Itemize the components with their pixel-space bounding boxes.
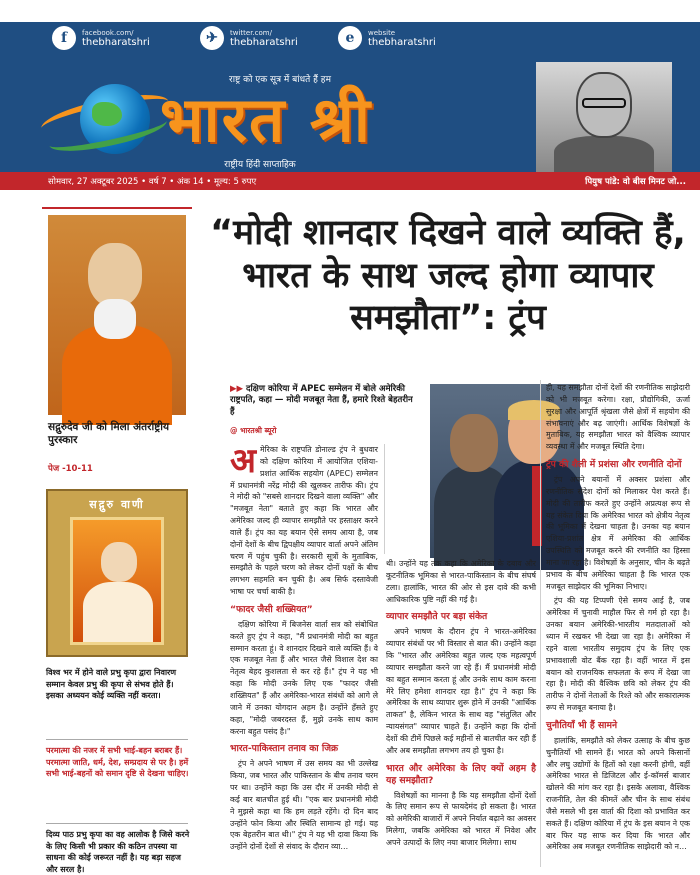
facebook-handle: thebharatshri	[82, 36, 150, 48]
column-divider	[384, 444, 385, 554]
twitter-link[interactable]	[200, 26, 298, 50]
website-link[interactable]	[338, 26, 436, 50]
subhead-style: ट्रंप की शैली में प्रशंसा और रणनीति दोनों	[546, 459, 682, 471]
issue-date: सोमवार, 27 अक्टूबर 2025	[48, 176, 139, 187]
sadguru-vani-box	[46, 489, 188, 657]
paragraph: दक्षिण कोरिया में बिजनेस वार्ता सत्र को संबोधित करते हुए ट्रंप ने कहा, "मैं प्रधानमंत्री मोदी का बहुत सम्मान करता हूं। वे शानदार दिखने वाले व्यक्ति हैं। वे एक मजबूत नेता हैं और भारत जैसे विशाल देश का नेतृत्व बेहद कुशलता से कर रहे हैं।" ट्रंप ने यह भी कहा कि मोदी उनके लिए एक "फादर जैसी शख्सियत" हैं और अमेरिका-भारत संबंधों को आगे ले जाने में उनका योगदान अहम है। उन्होंने हँसते हुए कहा, "मोदी जबरदस्त हैं, मुझे उनके साथ काम करना बहुत पसंद है।"	[230, 619, 378, 736]
twitter-icon: ✈	[200, 26, 224, 50]
vani-quote-1: विश्व भर में होने वाले प्रभु कृपा द्वारा निवारण सम्मान केवल प्रभु की कृपा से संभव होते हैं। इसका अध्ययन कोई व्यक्ति नहीं करता।	[46, 668, 177, 701]
subhead-pakistan: भारत-पाकिस्तान तनाव का जिक्र	[230, 743, 339, 755]
paragraph: मेरिका के राष्ट्रपति डोनाल्ड ट्रंप ने बुधवार को दक्षिण कोरिया में आयोजित एशिया-प्रशांत आर्थिक सहयोग (APEC) सम्मेलन में प्रधानमंत्री नरेंद्र मोदी की खुलकर तारीफ की। ट्रंप ने मोदी को "सबसे शानदार दिखने वाला व्यक्ति" और "मजबूत नेता" बताते हुए कहा कि भारत और अमेरिका जल्द ही व्यापार समझौते पर हस्ताक्षर करने वाले हैं। ट्रंप का यह बयान ऐसे समय आया है, जब दोनों देशों के बीच द्विपक्षीय व्यापार वार्ता अपने अंतिम चरण में पहुंच चुकी है। सरकारी सूत्रों के मुताबिक, समझौते के पहले चरण को लेकर दोनों पक्षों के बीच लगभग सहमति बन चुकी है। अब सिर्फ दस्तावेजी भाषा पर चर्चा बाकी है।	[230, 445, 378, 597]
column-divider	[540, 380, 541, 867]
article-column-2	[386, 558, 536, 852]
paragraph: ट्रंप अपने बयानों में अक्सर प्रशंसा और रणनीतिक संदेश दोनों को मिलाकर पेश करते हैं। मोदी की तारीफ करते हुए उन्होंने अप्रत्यक्ष रूप से यह संकेत दिया कि अमेरिका भारत को क्षेत्रीय नेतृत्व की भूमिका में देखना चाहता है। उनका यह बयान एशिया-प्रशांत क्षेत्र में अमेरिका की आर्थिक उपस्थिति को मजबूत करने की रणनीति का हिस्सा माना जा रहा है। विशेषज्ञों के अनुसार, चीन के बढ़ते प्रभाव के बीच अमेरिका चाहता है कि भारत एक मजबूत साझेदार की भूमिका निभाए।	[546, 475, 690, 591]
website-handle: thebharatshri	[368, 36, 436, 48]
sidebar-divider	[46, 823, 188, 824]
paragraph: अपने भाषण के दौरान ट्रंप ने भारत-अमेरिका व्यापार संबंधों पर भी विस्तार से बात की। उन्होंने कहा कि "भारत और अमेरिका बहुत जल्द एक महत्वपूर्ण व्यापार समझौता करने जा रहे हैं। मैं प्रधानमंत्री मोदी का बहुत सम्मान करता हूं और उनके साथ काम करना मेरे लिए हमेशा शानदार रहा है।" ट्रंप ने कहा कि अमेरिका के साथ व्यापार शुरू होने में उनकी "आर्थिक ताकत" है, लेकिन भारत के साथ वह "संतुलित और न्यायसंगत" व्यापार चाहते हैं। उन्होंने कहा कि दोनों देशों की टीमें पिछले कई महीनों से बातचीत कर रही हैं और अब समझौता लगभग तय हो चुका है।	[386, 627, 536, 755]
vani-title: सद्गुरु वाणी	[89, 498, 145, 511]
issue-number: अंक 14	[177, 176, 204, 187]
masthead	[0, 22, 700, 172]
issue-year: वर्ष 7	[148, 176, 167, 187]
website-icon: e	[338, 26, 362, 50]
vani-portrait	[70, 517, 164, 645]
paragraph: ट्रंप की यह टिप्पणी ऐसे समय आई है, जब अमेरिका में चुनावी माहौल फिर से गर्म हो रहा है। उनका बयान अमेरिकी-भारतीय मतदाताओं को ध्यान में रखकर भी देखा जा रहा है। अमेरिका में रहने वाला भारतीय समुदाय ट्रंप के लिए एक प्रभावशाली वोट बैंक रहा है। वहीं भारत में इस बयान को राजनयिक सफलता के रूप में देखा जा रहा है। मोदी की वैश्विक छवि को लेकर ट्रंप की तारीफ ने दोनों नेताओं के रिश्ते को और सकारात्मक रूप से मजबूत बनाया है।	[546, 596, 690, 713]
twitter-label: twitter.com/	[230, 28, 272, 37]
subhead-why: भारत और अमेरिका के लिए क्यों अहम है यह समझौता?	[386, 762, 536, 786]
sadgurudev-photo	[48, 215, 186, 415]
vani-quote-2: परमात्मा की नजर में सभी भाई-बहन बराबर हैं। परमात्मा जाति, धर्म, देश, सम्प्रदाय से पर है। हमें सभी भाई-बहनों को समान दृष्टि से देखना चाहिए।	[46, 746, 189, 779]
article-column-3	[546, 382, 690, 856]
website-label: website	[368, 28, 396, 37]
sidebar	[42, 207, 192, 874]
columnist-portrait	[536, 62, 672, 172]
subhead-challenges: चुनौतियाँ भी हैं सामने	[546, 719, 618, 731]
teaser-link[interactable]: पियुष पांडे: वो बीस मिनट जो...	[585, 176, 686, 187]
issue-info-bar	[0, 172, 700, 190]
subhead-trade: व्यापार समझौते पर बड़ा संकेत	[386, 611, 488, 623]
paragraph: हालांकि, समझौते को लेकर उत्साह के बीच कुछ चुनौतियाँ भी सामने हैं। भारत को अपने किसानों और लघु उद्योगों के हितों को रक्षा करनी होगी, वहीं अमेरिका भारत से डिजिटल और ई-कॉमर्स बाजार खोलने की मांग कर रहा है। इसके अलावा, वैश्विक राजनीति, तेल की कीमतें और चीन के साथ संबंध जैसे मसले भी इस वार्ता की दिशा को प्रभावित कर सकते हैं। दक्षिण कोरिया में ट्रंप के इस बयान ने एक बार फिर यह साफ कर दिया कि भारत और अमेरिका अब मजबूत रणनीतिक साझेदारी को न…	[546, 735, 690, 852]
twitter-handle: thebharatshri	[230, 36, 298, 48]
vani-quote-3: दिव्य पाठ प्रभु कृपा का वह आलोक है जिसे करने के लिए किसी भी प्रकार की कठिन तपस्या या साधना की कोई जरूरत नहीं है। यह बड़ा सहज और सरल है।	[46, 830, 190, 874]
issue-details: सोमवार, 27 अक्टूबर 2025 • वर्ष 7 • अंक 14 • मूल्य: 5 रुपए	[48, 176, 257, 187]
article-column-1	[230, 441, 378, 856]
issue-price: मूल्य: 5 रुपए	[214, 176, 257, 187]
newspaper-title: भारत श्री	[160, 83, 372, 156]
paragraph: विशेषज्ञों का मानना है कि यह समझौता दोनों देशों के लिए समान रूप से फायदेमंद हो सकता है। भारत को अमेरिकी बाजारों में अपने निर्यात बढ़ाने का अवसर मिलेगा, जबकि अमेरिका को भारत में निवेश और अपने उत्पादों के लिए नया बाजार मिलेगा। साथ	[386, 790, 536, 847]
sidebar-story-headline[interactable]: सद्गुरुदेव जी को मिला अंतर्राष्ट्रीय पुरस्कार	[48, 421, 170, 447]
subhead-father: “फादर जैसी शख्सियत”	[230, 603, 313, 615]
article-deck	[230, 384, 420, 418]
facebook-icon: f	[52, 26, 76, 50]
dropcap: अ	[230, 441, 256, 481]
deck-arrow-icon: ▶▶	[230, 384, 244, 394]
newspaper-subtitle: राष्ट्रीय हिंदी साप्ताहिक	[224, 160, 296, 170]
article-byline: @ भारतश्री ब्यूरो	[230, 426, 277, 435]
article-headline: “मोदी शानदार दिखने वाले व्यक्ति हैं, भारत के साथ जल्द होगा व्यापार समझौता”: ट्रंप	[210, 213, 686, 339]
paragraph: थी। उन्होंने यह तक कहा कि अमेरिका के दबाव और कूटनीतिक भूमिका से भारत-पाकिस्तान के बीच संघर्ष टला। हालांकि, भारत की ओर से इस दावे की कभी आधिकारिक पुष्टि नहीं की गई है।	[386, 559, 536, 604]
facebook-link[interactable]	[52, 26, 150, 50]
paragraph: ट्रंप ने अपने भाषण में उस समय का भी उल्लेख किया, जब भारत और पाकिस्तान के बीच तनाव चरम पर था। उन्होंने कहा कि उस दौर में उनकी मोदी से कई बार बातचीत हुई थी। "एक बार प्रधानमंत्री मोदी ने मुझसे कहा था कि हम लड़ते रहेंगे। दो दिन बाद उन्होंने फोन किया और स्थिति सामान्य हो गई। यह एक बेहतरीन बात थी।" ट्रंप ने यह भी दावा किया कि उन्होंने दोनों देशों से संवाद के दौरान व्या…	[230, 759, 378, 852]
tagline: राष्ट्र को एक सूत्र में बांधते हैं हम	[229, 75, 331, 85]
deck-text: दक्षिण कोरिया में APEC सम्मेलन में बोले अमेरिकी राष्ट्रपति, कहा — मोदी मजबूत नेता हैं, हमारे रिश्ते बेहतरीन हैं	[230, 384, 413, 417]
paragraph: ही, यह समझौता दोनों देशों की रणनीतिक साझेदारी को भी मजबूत करेगा। रक्षा, प्रौद्योगिकी, ऊर्जा सुरक्षा और आपूर्ति श्रृंखला जैसे क्षेत्रों में सहयोग की संभावनाएं और बढ़ जाएंगी। आर्थिक विशेषज्ञों के मुताबिक, यह समझौता भारत को वैश्विक व्यापार व्यवस्था में और मजबूत स्थिति देगा।	[546, 383, 690, 452]
sidebar-divider	[46, 739, 188, 740]
sidebar-page-ref: पेज -10-11	[48, 464, 93, 474]
facebook-label: facebook.com/	[82, 28, 134, 37]
